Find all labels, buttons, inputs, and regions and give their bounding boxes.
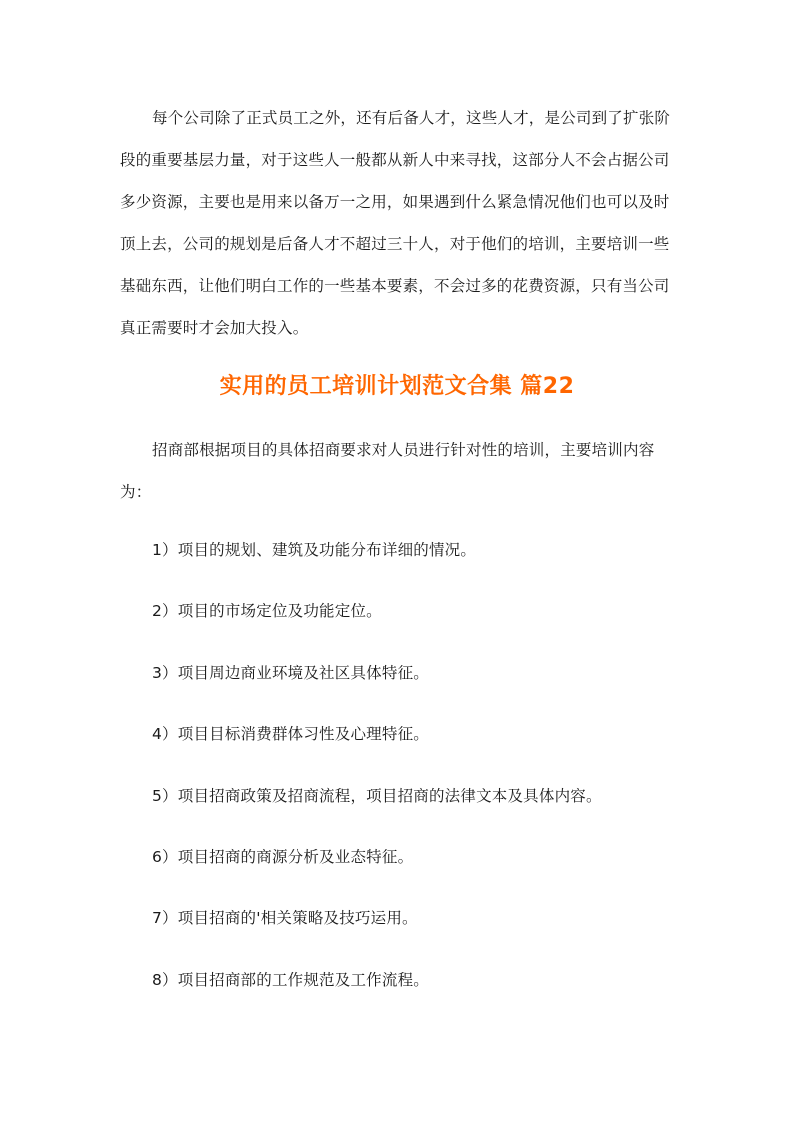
paragraph-line: 为： [120, 483, 152, 501]
list-item: 3）项目周边商业环境及社区具体特征。 [152, 664, 429, 682]
list-item: 6）项目招商的商源分析及业态特征。 [152, 848, 414, 866]
paragraph-intro [120, 429, 680, 513]
paragraph-line: 真正需要时才会加大投入。 [120, 319, 309, 337]
list-item: 1）项目的规划、建筑及功能分布详细的情况。 [152, 541, 477, 559]
list-item: 5）项目招商政策及招商流程，项目招商的法律文本及具体内容。 [152, 787, 602, 805]
list-item: 2）项目的市场定位及功能定位。 [152, 602, 382, 620]
paragraph-line: 顶上去，公司的规划是后备人才不超过三十人，对于他们的培训，主要培训一些 [120, 235, 670, 253]
list-item: 4）项目目标消费群体习性及心理特征。 [152, 725, 429, 743]
paragraph-line: 每个公司除了正式员工之外，还有后备人才，这些人才，是公司到了扩张阶 [152, 109, 671, 127]
section-heading: 实用的员工培训计划范文合集 篇22 [219, 374, 575, 399]
list-item: 8）项目招商部的工作规范及工作流程。 [152, 971, 429, 989]
paragraph-line: 招商部根据项目的具体招商要求对人员进行针对性的培训，主要培训内容 [152, 441, 655, 459]
paragraph-line: 基础东西，让他们明白工作的一些基本要素，不会过多的花费资源，只有当公司 [120, 277, 670, 295]
paragraph-line: 多少资源，主要也是用来以备万一之用，如果遇到什么紧急情况他们也可以及时 [120, 193, 670, 211]
list-item: 7）项目招商的'相关策略及技巧运用。 [152, 909, 418, 927]
paragraph-line: 段的重要基层力量，对于这些人一般都从新人中来寻找，这部分人不会占据公司 [120, 151, 670, 169]
paragraph-reserve-talent [120, 97, 680, 349]
